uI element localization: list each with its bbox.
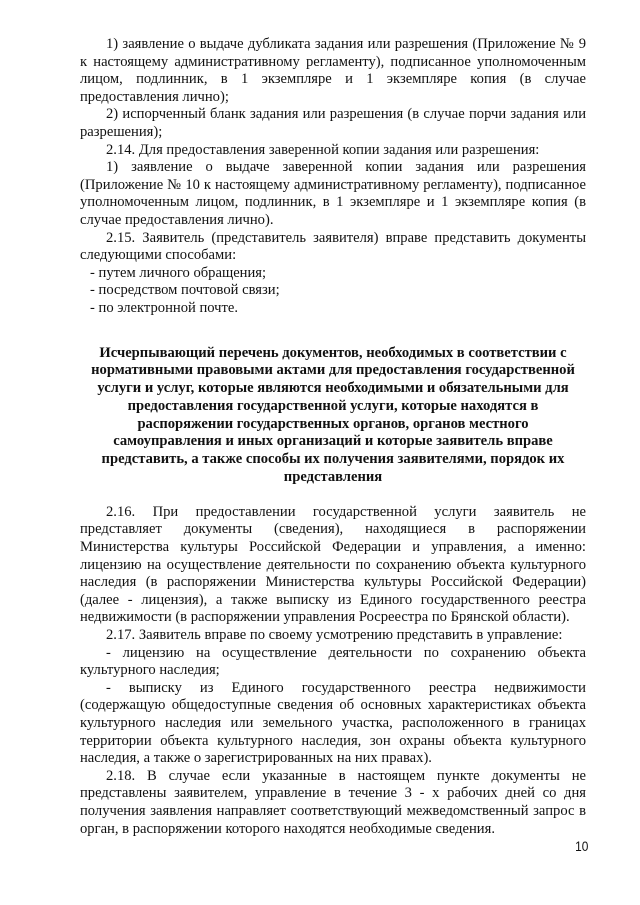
paragraph-duplicate-application: 1) заявление о выдаче дубликата задания или разрешения (Приложение № 9 к настоящему административному регламенту), подписанное уполномоченным лицом, подлинник, в 1 экземпляре и 1 экземпляре копия (в случае предоставления лично);	[80, 36, 586, 105]
list-item-email: - по электронной почте.	[90, 299, 239, 316]
paragraph-2-18: 2.18. В случае если указанные в настоящем пункте документы не представлены заявителем, управление в течение 3 - х рабочих дней со дня получения заявления направляет соответствующий межведомственный запрос в орган, в распоряжении которого находятся необходимые сведения.	[80, 767, 586, 837]
paragraph-certified-copy-application: 1) заявление о выдаче заверенной копии задания или разрешения (Приложение № 10 к настоящему административному регламенту), подписанное уполномоченным лицом, подлинник, в 1 экземпляре и 1 экземпляре копия (в случае предоставления лично).	[80, 159, 586, 228]
paragraph-2-16: 2.16. При предоставлении государственной услуги заявитель не представляет документы (сведения), находящиеся в распоряжении Министерства культуры Российской Федерации и управления, а именно: лицензию на осуществление деятельности по сохранению объекта культурного наследия (в распоряжении Министерства культуры Российской Федерации) (далее - лицензия), а также выписку из Единого государственного реестра недвижимости (в распоряжении управления Росреестра по Брянской области).	[80, 503, 586, 626]
section-heading: Исчерпывающий перечень документов, необходимых в соответствии с нормативными правовыми актами для предоставления государственной услуги и услуг, которые являются необходимыми и обязательными для предоставления государственной услуги, которые находятся в распоряжении государственных органов, органов местного самоуправления и иных организаций и которые заявитель вправе представить, а также способы их получения заявителями, порядок их представления	[91, 344, 575, 486]
paragraph-damaged-form: 2) испорченный бланк задания или разрешения (в случае порчи задания или разрешения);	[80, 106, 586, 140]
page-number: 10	[575, 838, 589, 854]
list-item-license: - лицензию на осуществление деятельности по сохранению объекта культурного наследия;	[80, 644, 586, 679]
document-page	[80, 36, 586, 838]
list-item-in-person: - путем личного обращения;	[90, 264, 267, 281]
paragraph-2-17: 2.17. Заявитель вправе по своему усмотрению представить в управление:	[106, 627, 563, 644]
list-item-registry-extract: - выписку из Единого государственного реестра недвижимости (содержащую общедоступные сведения об основных характеристиках объекта культурного наследия или земельного участка, расположенного в границах территории объекта культурного наследия, зон охраны объекта культурного наследия, а также о зарегистрированных на них правах).	[80, 679, 586, 767]
paragraph-2-15: 2.15. Заявитель (представитель заявителя) вправе представить документы следующими способами:	[80, 229, 586, 264]
list-item-postal: - посредством почтовой связи;	[90, 282, 280, 299]
paragraph-2-14: 2.14. Для предоставления заверенной копии задания или разрешения:	[106, 141, 540, 158]
